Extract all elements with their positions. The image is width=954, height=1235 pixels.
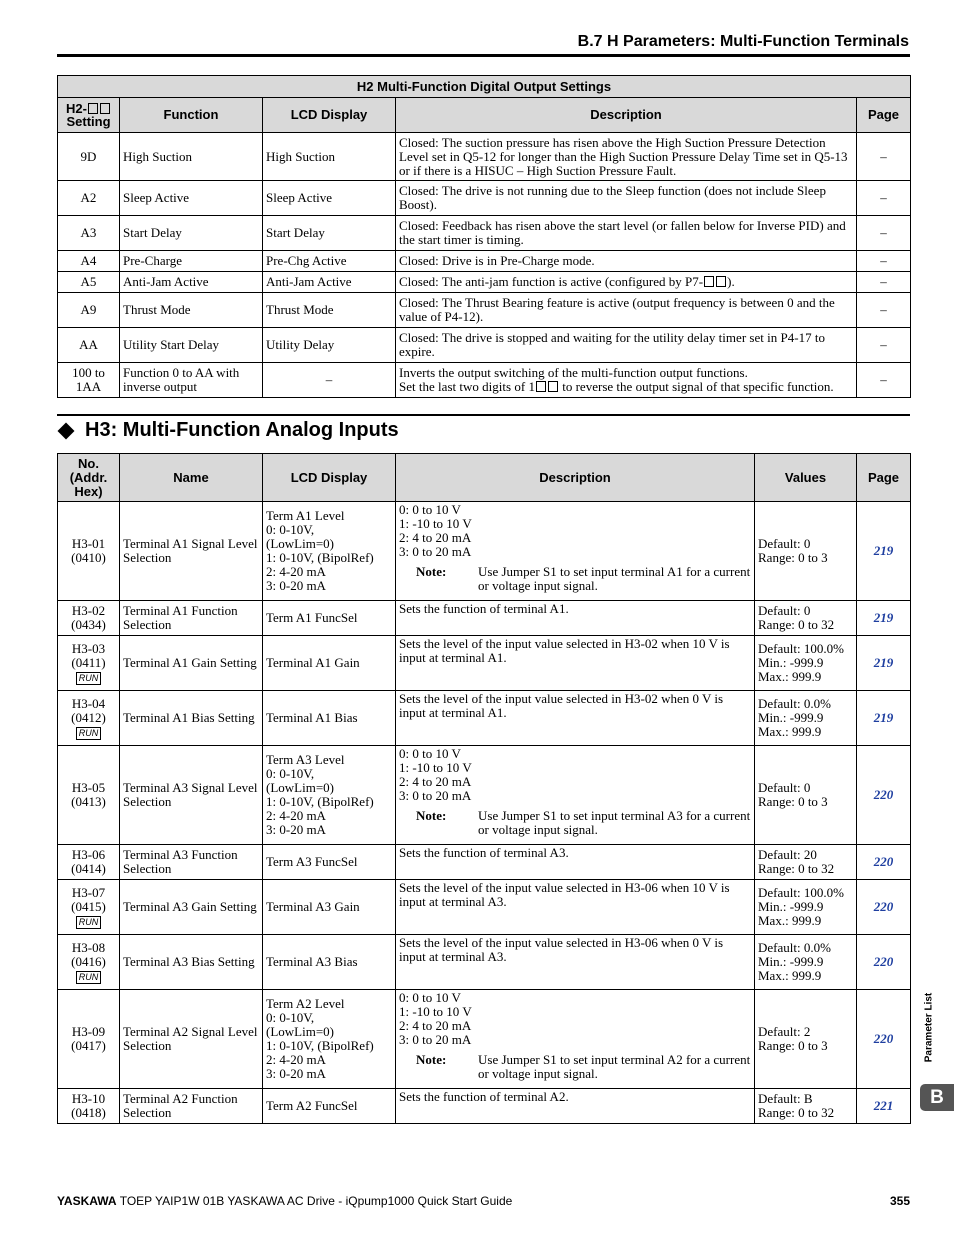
param-address: (0418)	[71, 1105, 106, 1120]
page-link[interactable]: 221	[873, 1098, 894, 1113]
description-line: 2: 4 to 20 mA	[399, 530, 472, 545]
description-text: Closed: The Thrust Bearing feature is active (output frequency is between 0 and the value of P4-12).	[399, 295, 835, 324]
lcd-line: 2: 4-20 mA	[266, 564, 326, 579]
param-number: H3-08	[71, 939, 106, 955]
name-cell: Terminal A2 Function Selection	[120, 1089, 263, 1124]
param-address: (0414)	[71, 861, 106, 876]
page-link[interactable]: 220	[873, 854, 894, 869]
page-link-cell	[857, 636, 911, 691]
param-address: (0411)	[71, 654, 106, 670]
placeholder-box-icon	[548, 381, 558, 392]
values-cell	[755, 990, 857, 1089]
table-row	[58, 601, 911, 636]
param-number-cell	[58, 691, 120, 746]
description-line: 2: 4 to 20 mA	[399, 774, 472, 789]
description-line: 0: 0 to 10 V	[399, 502, 461, 517]
table-row	[58, 133, 911, 181]
lcd-cell	[263, 502, 396, 601]
page-link-cell	[857, 746, 911, 845]
description-line: Sets the level of the input value selected in H3-02 when 0 V is input at terminal A1.	[399, 691, 724, 720]
note-label: Note:	[416, 1052, 447, 1067]
description-line: 0: 0 to 10 V	[399, 746, 461, 761]
page-cell: –	[857, 328, 911, 363]
page-cell: –	[857, 363, 911, 398]
description-cell	[396, 216, 857, 251]
description-cell	[396, 328, 857, 363]
page-link[interactable]: 220	[873, 899, 894, 914]
param-number: H3-09	[71, 1024, 106, 1039]
lcd-cell	[263, 746, 396, 845]
lcd-line: 1: 0-10V, (BipolRef)	[266, 794, 374, 809]
footer-page-number: 355	[889, 1194, 910, 1208]
footer-doc: TOEP YAIP1W 01B YASKAWA AC Drive - iQpump1000 Quick Start Guide	[119, 1194, 513, 1208]
description-text: Closed: Feedback has risen above the start level (or fallen below for Inverse PID) and the start timer is timing.	[399, 218, 846, 247]
lcd-line: Term A3 Level	[266, 752, 345, 767]
page-cell: –	[857, 251, 911, 272]
value-line: Default: B	[758, 1091, 813, 1106]
name-cell: Terminal A1 Bias Setting	[120, 691, 263, 746]
table-row	[58, 636, 911, 691]
page-cell: –	[857, 272, 911, 293]
placeholder-box-icon	[704, 276, 714, 287]
description-text: Set the last two digits of 1 to reverse the output signal of that specific function.	[399, 379, 834, 394]
page-link[interactable]: 219	[873, 655, 894, 670]
description-line: 2: 4 to 20 mA	[399, 1018, 472, 1033]
setting-cell: AA	[58, 328, 120, 363]
value-line: Min.: -999.9	[758, 954, 824, 969]
h3-header-name: Name	[120, 454, 263, 502]
values-cell	[755, 691, 857, 746]
values-cell	[755, 880, 857, 935]
description-cell	[396, 935, 755, 990]
lcd-line: 0: 0-10V,	[266, 766, 315, 781]
description-line: 0: 0 to 10 V	[399, 990, 461, 1005]
description-cell	[396, 363, 857, 398]
lcd-line: (LowLim=0)	[266, 536, 334, 551]
values-cell	[755, 1089, 857, 1124]
table-row	[58, 845, 911, 880]
param-number-cell	[58, 636, 120, 691]
diamond-bullet-icon	[58, 422, 75, 439]
lcd-cell: Pre-Chg Active	[263, 251, 396, 272]
param-number-cell	[58, 990, 120, 1089]
lcd-cell: –	[263, 363, 396, 398]
param-number: H3-05	[71, 780, 106, 795]
page-link-cell	[857, 845, 911, 880]
function-cell: Anti-Jam Active	[120, 272, 263, 293]
value-line: Default: 2	[758, 1024, 811, 1039]
table-row	[58, 880, 911, 935]
note	[416, 1053, 751, 1081]
page-link-cell	[857, 601, 911, 636]
lcd-line: Terminal A1 Bias	[266, 710, 358, 725]
description-text: Closed: Drive is in Pre-Charge mode.	[399, 253, 595, 268]
placeholder-box-icon	[716, 276, 726, 287]
page-header-title: B.7 H Parameters: Multi-Function Terminals	[577, 33, 909, 50]
description-text: Closed: The drive is not running due to the Sleep function (does not include Sleep Boost).	[399, 183, 826, 212]
description-cell	[396, 1089, 755, 1124]
description-line: Sets the function of terminal A3.	[399, 845, 569, 860]
table-row	[58, 251, 911, 272]
description-cell	[396, 181, 857, 216]
param-number-cell	[58, 880, 120, 935]
param-address: (0413)	[71, 794, 106, 809]
function-cell: High Suction	[120, 133, 263, 181]
description-cell	[396, 251, 857, 272]
note-text: Use Jumper S1 to set input terminal A2 for a current or voltage input signal.	[478, 1052, 751, 1081]
description-cell	[396, 272, 857, 293]
lcd-line: (LowLim=0)	[266, 780, 334, 795]
value-line: Range: 0 to 32	[758, 861, 835, 876]
param-address: (0410)	[71, 550, 106, 565]
appendix-b-tab[interactable]: B	[920, 1084, 954, 1111]
param-number-cell	[58, 601, 120, 636]
setting-cell: A5	[58, 272, 120, 293]
value-line: Range: 0 to 32	[758, 617, 835, 632]
setting-cell: 100 to 1AA	[58, 363, 120, 398]
lcd-cell: Thrust Mode	[263, 293, 396, 328]
lcd-cell: Start Delay	[263, 216, 396, 251]
lcd-cell	[263, 636, 396, 691]
description-cell	[396, 845, 755, 880]
page-link-cell	[857, 691, 911, 746]
page-link[interactable]: 219	[873, 610, 894, 625]
page-cell: –	[857, 293, 911, 328]
values-cell	[755, 502, 857, 601]
description-cell	[396, 746, 755, 845]
value-line: Default: 0	[758, 603, 811, 618]
description-line: 1: -10 to 10 V	[399, 760, 472, 775]
lcd-line: Terminal A3 Gain	[266, 899, 360, 914]
setting-cell: A2	[58, 181, 120, 216]
h2-table-title: H2 Multi-Function Digital Output Settings	[58, 76, 911, 98]
page-link-cell	[857, 880, 911, 935]
param-number: H3-10	[71, 1091, 106, 1106]
side-tab-label: Parameter List	[923, 992, 935, 1063]
section-rule	[57, 414, 910, 416]
param-number: H3-03	[71, 640, 106, 656]
lcd-line: Term A2 Level	[266, 996, 345, 1011]
page-cell: –	[857, 181, 911, 216]
h3-header-description: Description	[396, 454, 755, 502]
description-cell	[396, 293, 857, 328]
note	[416, 565, 751, 593]
name-cell: Terminal A1 Function Selection	[120, 601, 263, 636]
note-text: Use Jumper S1 to set input terminal A3 for a current or voltage input signal.	[478, 808, 751, 837]
lcd-cell	[263, 691, 396, 746]
lcd-cell: Anti-Jam Active	[263, 272, 396, 293]
function-cell: Function 0 to AA with inverse output	[120, 363, 263, 398]
description-cell	[396, 133, 857, 181]
param-number-cell	[58, 1089, 120, 1124]
value-line: Max.: 999.9	[758, 968, 822, 983]
value-line: Default: 100.0%	[758, 885, 844, 900]
page-link-cell	[857, 990, 911, 1089]
placeholder-box-icon	[536, 381, 546, 392]
page-cell: –	[857, 216, 911, 251]
value-line: Default: 0	[758, 780, 811, 795]
run-badge: RUN	[76, 971, 102, 984]
description-cell	[396, 636, 755, 691]
value-line: Default: 0.0%	[758, 696, 831, 711]
lcd-line: 3: 0-20 mA	[266, 1066, 326, 1081]
h2-settings-table	[57, 75, 911, 398]
description-line: 1: -10 to 10 V	[399, 516, 472, 531]
param-number-cell	[58, 746, 120, 845]
h2-header-function: Function	[120, 98, 263, 133]
function-cell: Sleep Active	[120, 181, 263, 216]
table-row	[58, 293, 911, 328]
h3-header-lcd: LCD Display	[263, 454, 396, 502]
table-row	[58, 216, 911, 251]
param-number-cell	[58, 935, 120, 990]
table-row	[58, 746, 911, 845]
lcd-line: Terminal A1 Gain	[266, 655, 360, 670]
value-line: Range: 0 to 3	[758, 1038, 828, 1053]
name-cell: Terminal A2 Signal Level Selection	[120, 990, 263, 1089]
function-cell: Utility Start Delay	[120, 328, 263, 363]
lcd-cell: High Suction	[263, 133, 396, 181]
table-row	[58, 935, 911, 990]
note-label: Note:	[416, 564, 447, 579]
value-line: Range: 0 to 32	[758, 1105, 835, 1120]
setting-cell: A3	[58, 216, 120, 251]
section-title: H3: Multi-Function Analog Inputs	[85, 419, 399, 441]
h3-parameters-table	[57, 453, 911, 1124]
param-number-cell	[58, 502, 120, 601]
h3-header-values: Values	[755, 454, 857, 502]
value-line: Max.: 999.9	[758, 913, 822, 928]
page-link-cell	[857, 935, 911, 990]
h2-header-page: Page	[857, 98, 911, 133]
description-cell	[396, 601, 755, 636]
description-line: Sets the level of the input value selected in H3-02 when 10 V is input at terminal A1.	[399, 636, 730, 665]
h2-header-lcd: LCD Display	[263, 98, 396, 133]
page-link[interactable]: 219	[873, 543, 894, 558]
lcd-cell	[263, 990, 396, 1089]
page-link[interactable]: 220	[873, 1031, 894, 1046]
description-text: Closed: The drive is stopped and waiting for the utility delay timer set in P4-17 to expire.	[399, 330, 825, 359]
value-line: Default: 0.0%	[758, 940, 831, 955]
h2-header-setting: H2- Setting	[58, 98, 120, 133]
value-line: Default: 20	[758, 847, 817, 862]
param-address: (0434)	[71, 617, 106, 632]
description-line: Sets the function of terminal A2.	[399, 1089, 569, 1104]
setting-cell: 9D	[58, 133, 120, 181]
lcd-cell	[263, 880, 396, 935]
description-cell	[396, 502, 755, 601]
description-line: Sets the function of terminal A1.	[399, 601, 569, 616]
table-row	[58, 990, 911, 1089]
param-number: H3-04	[71, 695, 106, 711]
lcd-cell: Sleep Active	[263, 181, 396, 216]
description-cell	[396, 880, 755, 935]
function-cell: Pre-Charge	[120, 251, 263, 272]
page-link-cell	[857, 502, 911, 601]
param-number-cell	[58, 845, 120, 880]
description-line: 3: 0 to 20 mA	[399, 788, 472, 803]
lcd-line: 3: 0-20 mA	[266, 578, 326, 593]
param-address: (0417)	[71, 1038, 106, 1053]
function-cell: Start Delay	[120, 216, 263, 251]
value-line: Min.: -999.9	[758, 899, 824, 914]
run-badge: RUN	[76, 916, 102, 929]
setting-cell: A4	[58, 251, 120, 272]
name-cell: Terminal A3 Function Selection	[120, 845, 263, 880]
lcd-line: 3: 0-20 mA	[266, 822, 326, 837]
param-address: (0416)	[71, 953, 106, 969]
description-cell	[396, 691, 755, 746]
description-text: Closed: The suction pressure has risen above the High Suction Pressure Detection Level set in Q5-12 for longer than the High Suction Pressure Delay Time set in Q5-13 or if there is a HISUC – High Suction Pressure Fault.	[399, 134, 848, 178]
lcd-line: Terminal A3 Bias	[266, 954, 358, 969]
lcd-cell	[263, 845, 396, 880]
section-heading	[57, 419, 399, 442]
description-line: Sets the level of the input value selected in H3-06 when 0 V is input at terminal A3.	[399, 935, 724, 964]
page-link[interactable]: 220	[873, 787, 894, 802]
table-row	[58, 328, 911, 363]
run-badge: RUN	[76, 727, 102, 740]
lcd-line: 2: 4-20 mA	[266, 1052, 326, 1067]
page-link[interactable]: 220	[873, 954, 894, 969]
value-line: Default: 100.0%	[758, 641, 844, 656]
lcd-line: 1: 0-10V, (BipolRef)	[266, 1038, 374, 1053]
table-row	[58, 502, 911, 601]
h3-header-page: Page	[857, 454, 911, 502]
value-line: Max.: 999.9	[758, 724, 822, 739]
description-cell	[396, 990, 755, 1089]
values-cell	[755, 746, 857, 845]
name-cell: Terminal A1 Gain Setting	[120, 636, 263, 691]
param-number: H3-06	[71, 847, 106, 862]
table-row	[58, 1089, 911, 1124]
description-text: Inverts the output switching of the multi-function output functions.	[399, 365, 748, 380]
values-cell	[755, 601, 857, 636]
lcd-line: 0: 0-10V,	[266, 522, 315, 537]
name-cell: Terminal A1 Signal Level Selection	[120, 502, 263, 601]
value-line: Max.: 999.9	[758, 669, 822, 684]
function-cell: Thrust Mode	[120, 293, 263, 328]
table-row	[58, 181, 911, 216]
param-number: H3-01	[71, 536, 106, 551]
page-link-cell	[857, 1089, 911, 1124]
lcd-cell	[263, 935, 396, 990]
lcd-line: (LowLim=0)	[266, 1024, 334, 1039]
param-number: H3-02	[71, 603, 106, 618]
param-address: (0412)	[71, 709, 106, 725]
lcd-line: 2: 4-20 mA	[266, 808, 326, 823]
h3-header-no: No. (Addr. Hex)	[58, 454, 120, 502]
page-footer	[57, 1194, 910, 1208]
value-line: Range: 0 to 3	[758, 794, 828, 809]
param-address: (0415)	[71, 898, 106, 914]
setting-cell: A9	[58, 293, 120, 328]
run-badge: RUN	[76, 672, 102, 685]
value-line: Range: 0 to 3	[758, 550, 828, 565]
page-link[interactable]: 219	[873, 710, 894, 725]
footer-brand: YASKAWA	[57, 1194, 117, 1208]
values-cell	[755, 845, 857, 880]
description-line: Sets the level of the input value selected in H3-06 when 10 V is input at terminal A3.	[399, 880, 730, 909]
table-row	[58, 691, 911, 746]
header-rule	[57, 54, 910, 57]
note	[416, 809, 751, 837]
lcd-cell	[263, 1089, 396, 1124]
param-number: H3-07	[71, 884, 106, 900]
lcd-line: Term A3 FuncSel	[266, 854, 358, 869]
table-row	[58, 363, 911, 398]
lcd-line: 0: 0-10V,	[266, 1010, 315, 1025]
h2-header-description: Description	[396, 98, 857, 133]
lcd-cell	[263, 601, 396, 636]
note-text: Use Jumper S1 to set input terminal A1 for a current or voltage input signal.	[478, 564, 751, 593]
lcd-line: Term A1 Level	[266, 508, 345, 523]
name-cell: Terminal A3 Signal Level Selection	[120, 746, 263, 845]
table-row	[58, 272, 911, 293]
note-label: Note:	[416, 808, 447, 823]
lcd-line: 1: 0-10V, (BipolRef)	[266, 550, 374, 565]
description-text: Closed: The anti-jam function is active (configured by P7- ).	[399, 274, 735, 289]
values-cell	[755, 636, 857, 691]
value-line: Min.: -999.9	[758, 710, 824, 725]
description-line: 1: -10 to 10 V	[399, 1004, 472, 1019]
name-cell: Terminal A3 Bias Setting	[120, 935, 263, 990]
description-line: 3: 0 to 20 mA	[399, 1032, 472, 1047]
lcd-line: Term A2 FuncSel	[266, 1098, 358, 1113]
value-line: Default: 0	[758, 536, 811, 551]
description-line: 3: 0 to 20 mA	[399, 544, 472, 559]
lcd-cell: Utility Delay	[263, 328, 396, 363]
name-cell: Terminal A3 Gain Setting	[120, 880, 263, 935]
value-line: Min.: -999.9	[758, 655, 824, 670]
lcd-line: Term A1 FuncSel	[266, 610, 358, 625]
page-cell: –	[857, 133, 911, 181]
values-cell	[755, 935, 857, 990]
